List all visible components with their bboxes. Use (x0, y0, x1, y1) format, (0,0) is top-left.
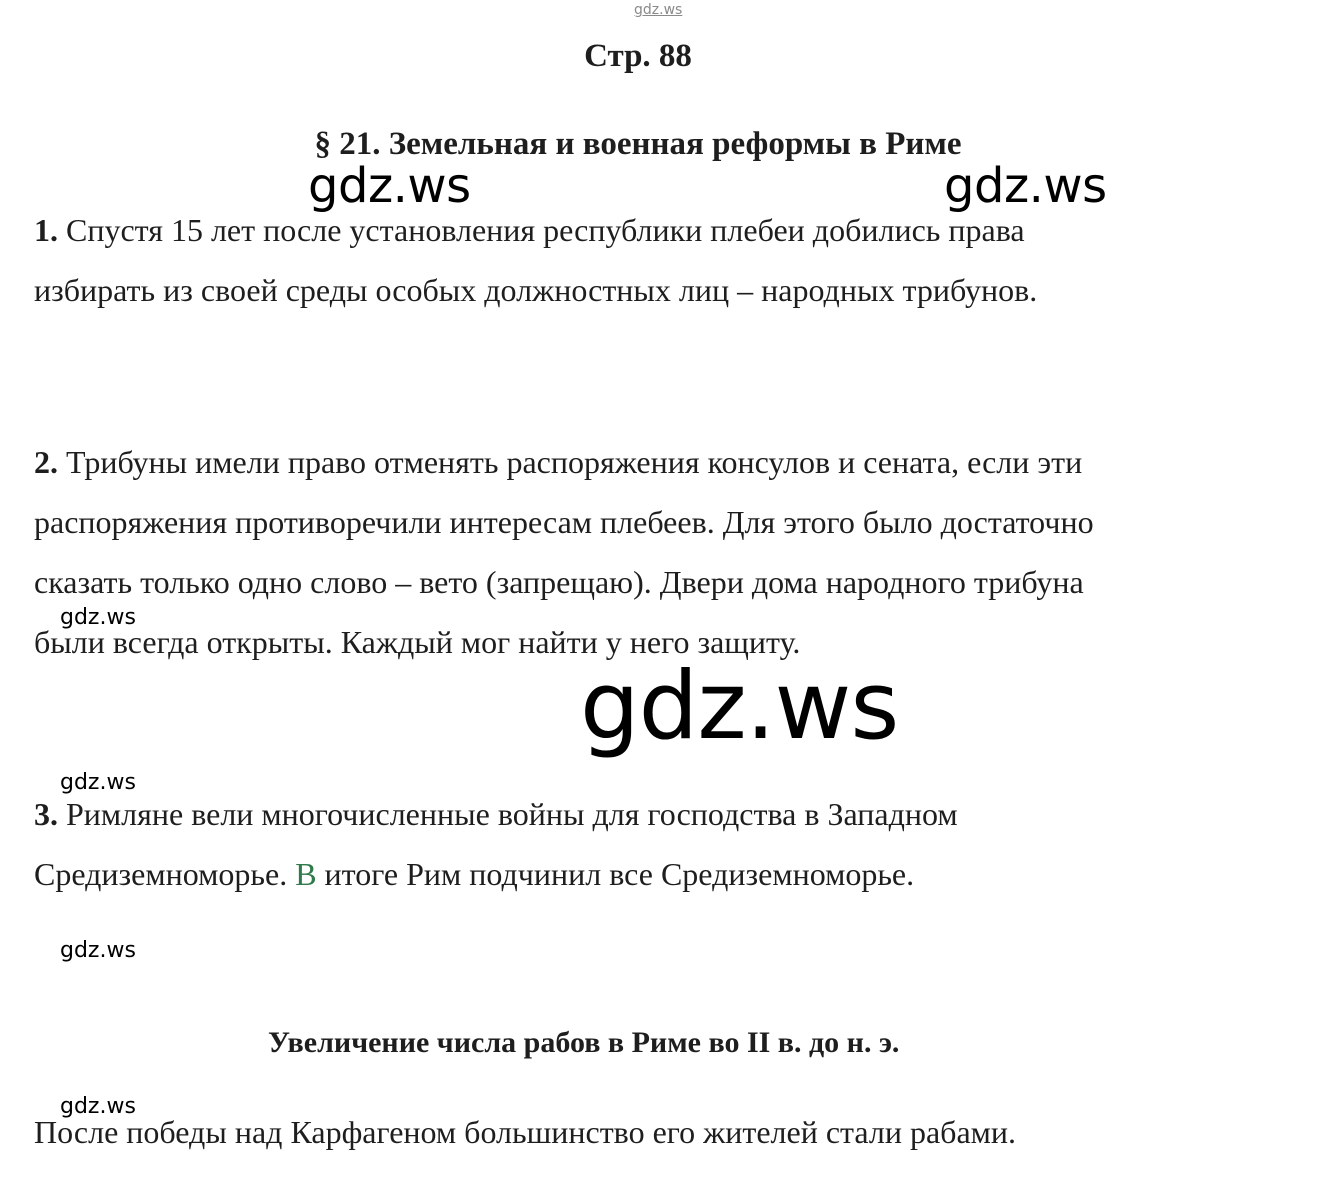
answer-line: распоряжения противоречили интересам плебеев. Для этого было достаточно (34, 504, 1094, 540)
answer-1 (34, 200, 1037, 320)
answer-text: итоге Рим подчинил все Средиземноморье. (324, 856, 915, 892)
answer-number: 2. (34, 444, 58, 480)
watermark-small: gdz.ws (60, 770, 136, 795)
answer-text: Римляне вели многочисленные войны для господства в Западном (66, 796, 958, 832)
answer-2 (34, 432, 1094, 672)
answer-line (34, 200, 1037, 260)
answer-line (34, 432, 1094, 492)
watermark-big-left: gdz.ws (308, 158, 471, 214)
answer-3 (34, 784, 958, 904)
answer-text: Трибуны имели право отменять распоряжения консулов и сената, если эти (66, 444, 1083, 480)
answer-number: 3. (34, 796, 58, 832)
answer-line: сказать только одно слово – вето (запрещаю). Двери дома народного трибуна (34, 564, 1084, 600)
answer-line (34, 844, 958, 904)
page-title: Стр. 88 (584, 38, 692, 74)
answer-line (34, 784, 958, 844)
watermark-small: gdz.ws (60, 938, 136, 963)
watermark-small: gdz.ws (60, 605, 136, 630)
answer-number: 1. (34, 212, 58, 248)
subsection-title: Увеличение числа рабов в Риме во II в. до н. э. (268, 1026, 900, 1059)
answer-text: Средиземноморье. (34, 856, 288, 892)
final-paragraph: После победы над Карфагеном большинство его жителей стали рабами. (34, 1114, 1017, 1150)
answer-text: Спустя 15 лет после установления республики плебеи добились права (66, 212, 1025, 248)
answer-line: избирать из своей среды особых должностных лиц – народных трибунов. (34, 272, 1038, 308)
watermark-center: gdz.ws (580, 652, 899, 761)
watermark-top[interactable]: gdz.ws (634, 2, 683, 18)
watermark-small: gdz.ws (60, 1094, 136, 1119)
section-title: § 21. Земельная и военная реформы в Риме (314, 126, 962, 162)
answer-line: были всегда открыты. Каждый мог найти у него защиту. (34, 624, 801, 660)
answer-text-highlight: В (295, 856, 317, 892)
watermark-big-right: gdz.ws (944, 158, 1107, 214)
